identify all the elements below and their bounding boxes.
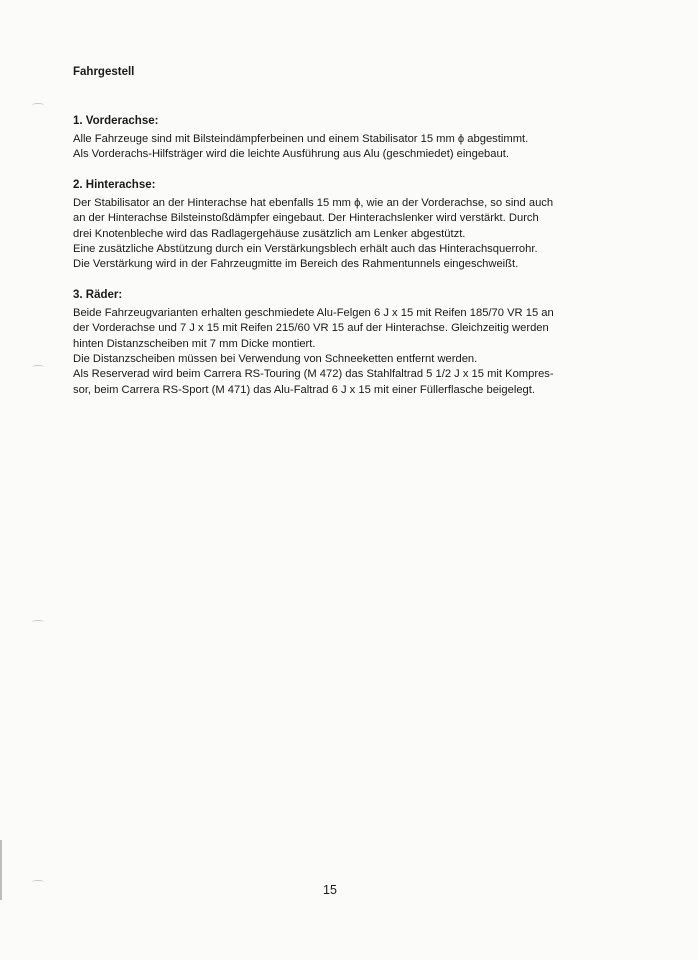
text-line: Als Reserverad wird beim Carrera RS-Touring (M 472) das Stahlfaltrad 5 1/2 J x 15 mit Kompres- <box>73 368 554 381</box>
section-heading: 1. Vorderachse: <box>73 115 159 127</box>
section-body <box>73 196 633 273</box>
text-line: der Vorderachse und 7 J x 15 mit Reifen 215/60 VR 15 auf der Hinterachse. Gleichzeitig werden <box>73 322 549 335</box>
text-line: Beide Fahrzeugvarianten erhalten geschmiedete Alu-Felgen 6 J x 15 mit Reifen 185/70 VR 15 an <box>73 306 554 319</box>
page-number: 15 <box>323 883 337 897</box>
document-title: Fahrgestell <box>73 66 135 78</box>
text-line: Die Verstärkung wird in der Fahrzeugmitte im Bereich des Rahmentunnels eingeschweißt. <box>73 258 519 271</box>
text-line: Als Vorderachs-Hilfsträger wird die leichte Ausführung aus Alu (geschmiedet) eingebaut. <box>73 148 509 161</box>
document-content <box>73 64 633 412</box>
text-line: an der Hinterachse Bilsteinstoßdämpfer eingebaut. Der Hinterachslenker wird verstärkt. Durch <box>73 212 539 225</box>
binder-hole-mark <box>32 620 44 624</box>
binder-hole-mark <box>32 365 44 369</box>
binder-hole-mark <box>32 880 44 884</box>
section-raeder <box>73 287 633 398</box>
scan-edge-line <box>0 840 2 900</box>
section-heading: 3. Räder: <box>73 288 123 301</box>
section-hinterachse <box>73 177 633 273</box>
text-line: drei Knotenbleche wird das Radlagergehäuse zusätzlich am Lenker abgestützt. <box>73 227 466 240</box>
section-body <box>73 132 633 163</box>
text-line: Der Stabilisator an der Hinterachse hat ebenfalls 15 mm ϕ, wie an der Vorderachse, so sind auch <box>73 196 554 209</box>
section-body <box>73 306 633 398</box>
section-heading: 2. Hinterachse: <box>73 178 156 191</box>
text-line: Die Distanzscheiben müssen bei Verwendung von Schneeketten entfernt werden. <box>73 353 478 366</box>
text-line: Eine zusätzliche Abstützung durch ein Verstärkungsblech erhält auch das Hinterachsquerrohr. <box>73 243 538 256</box>
text-line: Alle Fahrzeuge sind mit Bilsteindämpferbeinen und einem Stabilisator 15 mm ϕ abgestimmt. <box>73 133 529 145</box>
section-vorderachse <box>73 113 633 163</box>
text-line: hinten Distanzscheiben mit 7 mm Dicke montiert. <box>73 337 316 350</box>
text-line: sor, beim Carrera RS-Sport (M 471) das Alu-Faltrad 6 J x 15 mit einer Füllerflasche beigelegt. <box>73 383 535 396</box>
binder-hole-mark <box>32 103 44 107</box>
